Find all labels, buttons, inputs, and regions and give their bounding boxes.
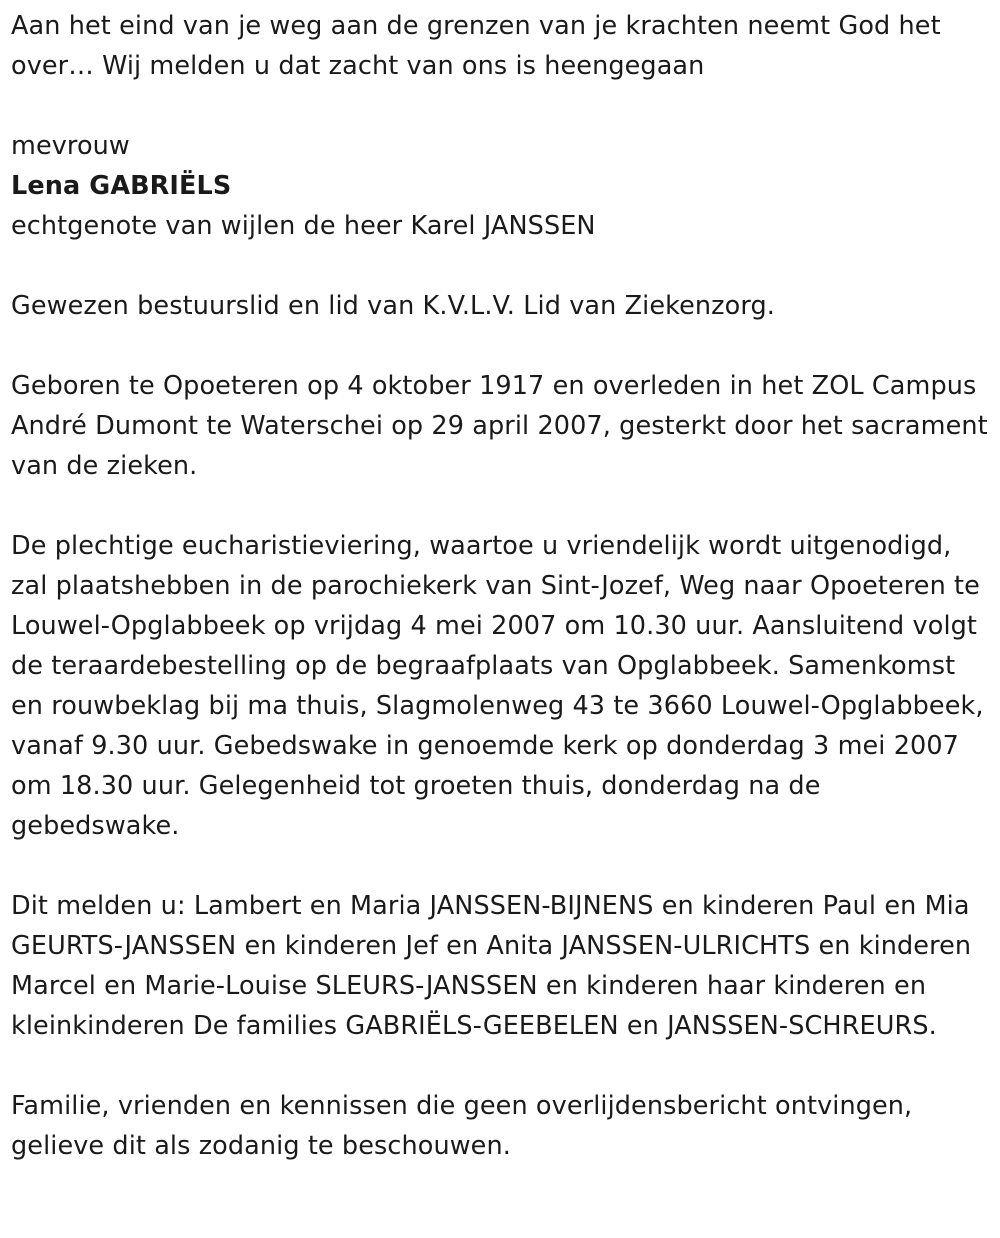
spacer (11, 326, 991, 366)
spacer (11, 846, 991, 886)
family-paragraph: Dit melden u: Lambert en Maria JANSSEN-BIJNENS en kinderen Paul en Mia GEURTS-JANSSEN en kinderen Jef en Anita JANSSEN-ULRICHTS en kinderen Marcel en Marie-Louise SLEURS-JANSSEN en kinderen haar kinderen en kleinkinderen De families GABRIËLS-GEEBELEN en JANSSEN-SCHREURS. (11, 891, 972, 1041)
spacer (11, 246, 991, 286)
opening-line: Aan het eind van je weg aan de grenzen van je krachten neemt God het over… Wij melden u dat zacht van ons is heengegaan (11, 11, 941, 81)
honorific: mevrouw (11, 131, 130, 161)
birth-death-paragraph: Geboren te Opoeteren op 4 oktober 1917 en overleden in het ZOL Campus André Dumont te Waterschei op 29 april 2007, gesterkt door het sacrament van de zieken. (11, 371, 988, 481)
spacer (11, 1046, 991, 1086)
spacer (11, 486, 991, 526)
closing-paragraph: Familie, vrienden en kennissen die geen overlijdensbericht ontvingen, gelieve dit als zodanig te beschouwen. (11, 1091, 913, 1161)
obituary-text (11, 6, 991, 1166)
ceremony-paragraph: De plechtige eucharistieviering, waartoe u vriendelijk wordt uitgenodigd, zal plaatshebben in de parochiekerk van Sint-Jozef, Weg naar Opoeteren te Louwel-Opglabbeek op vrijdag 4 mei 2007 om 10.30 uur. Aansluitend volgt de teraardebestelling op de begraafplaats van Opglabbeek. Samenkomst en rouwbeklag bij ma thuis, Slagmolenweg 43 te 3660 Louwel-Opglabbeek, vanaf 9.30 uur. Gebedswake in genoemde kerk op donderdag 3 mei 2007 om 18.30 uur. Gelegenheid tot groeten thuis, donderdag na de gebedswake. (11, 531, 984, 841)
spacer (11, 86, 991, 126)
spouse-line: echtgenote van wijlen de heer Karel JANSSEN (11, 211, 596, 241)
deceased-name: Lena GABRIËLS (11, 171, 232, 201)
membership-line: Gewezen bestuurslid en lid van K.V.L.V. Lid van Ziekenzorg. (11, 291, 775, 321)
